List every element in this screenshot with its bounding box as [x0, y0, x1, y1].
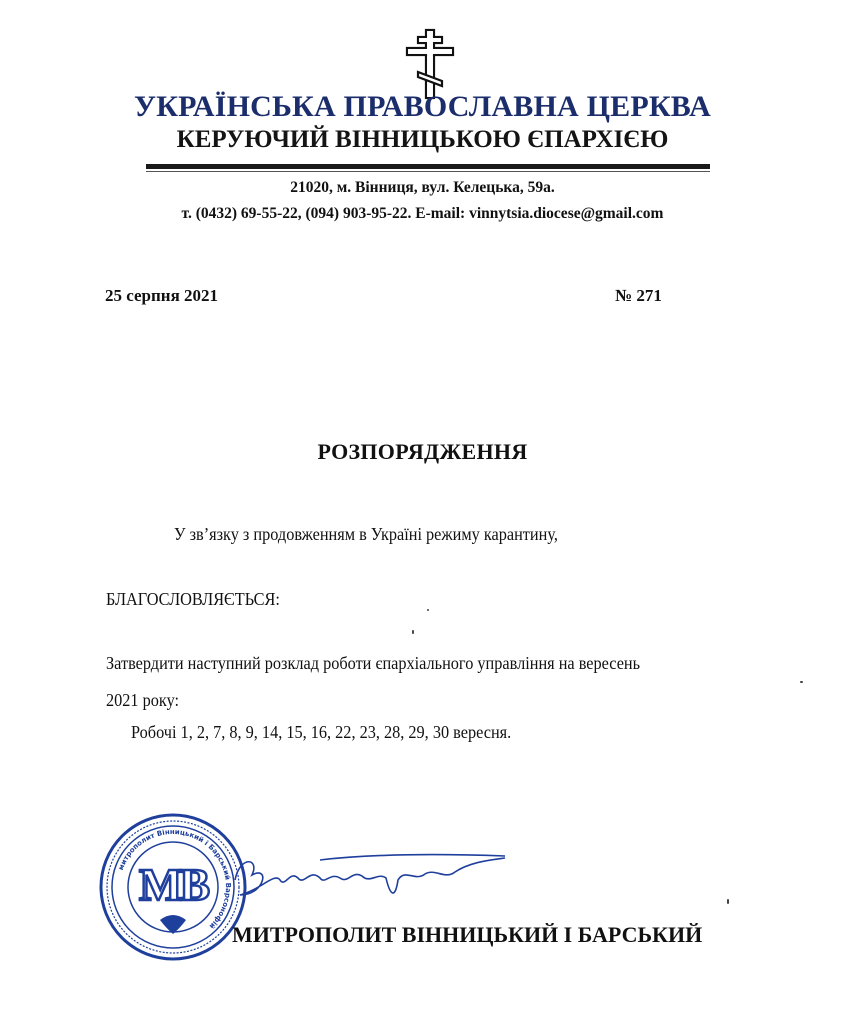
paragraph-decision-cont: 2021 року: — [106, 690, 180, 710]
document-date: 25 серпня 2021 — [105, 286, 219, 305]
svg-text:митрополит Вінницький і Бар: митрополит Вінницький і Барський Варсонофій — [116, 827, 233, 931]
paragraph-blessing: БЛАГОСЛОВЛЯЄТЬСЯ: — [106, 589, 280, 609]
scan-speck — [800, 681, 803, 683]
svg-text:МВ: МВ — [138, 859, 208, 910]
organization-name: УКРАЇНСЬКА ПРАВОСЛАВНА ЦЕРКВА — [133, 90, 711, 123]
scan-speck — [412, 630, 414, 634]
official-stamp — [98, 812, 248, 962]
address: 21020, м. Вінниця, вул. Келецька, 59а. — [290, 179, 555, 196]
office-title: КЕРУЮЧИЙ ВІННИЦЬКОЮ ЄПАРХІЄЮ — [176, 126, 669, 153]
document-title: РОЗПОРЯДЖЕННЯ — [317, 439, 528, 464]
paragraph-intro: У зв’язку з продовженням в Україні режиму карантину, — [174, 524, 558, 544]
paragraph-working-days: Робочі 1, 2, 7, 8, 9, 14, 15, 16, 22, 23, 28, 29, 30 вересня. — [131, 722, 512, 742]
document-number: № 271 — [615, 286, 662, 305]
scan-speck — [727, 899, 729, 904]
header-divider — [146, 164, 710, 169]
paragraph-decision: Затвердити наступний розклад роботи єпархіального управління на вересень — [106, 653, 641, 673]
scan-speck — [427, 609, 429, 611]
contact-info: т. (0432) 69-55-22, (094) 903-95-22. E-mail: vinnytsia.diocese@gmail.com — [181, 205, 664, 222]
signer-title: МИТРОПОЛИТ ВІННИЦЬКИЙ І БАРСЬКИЙ — [232, 922, 703, 947]
header-divider-thin — [146, 171, 710, 172]
handwritten-signature — [230, 850, 510, 905]
